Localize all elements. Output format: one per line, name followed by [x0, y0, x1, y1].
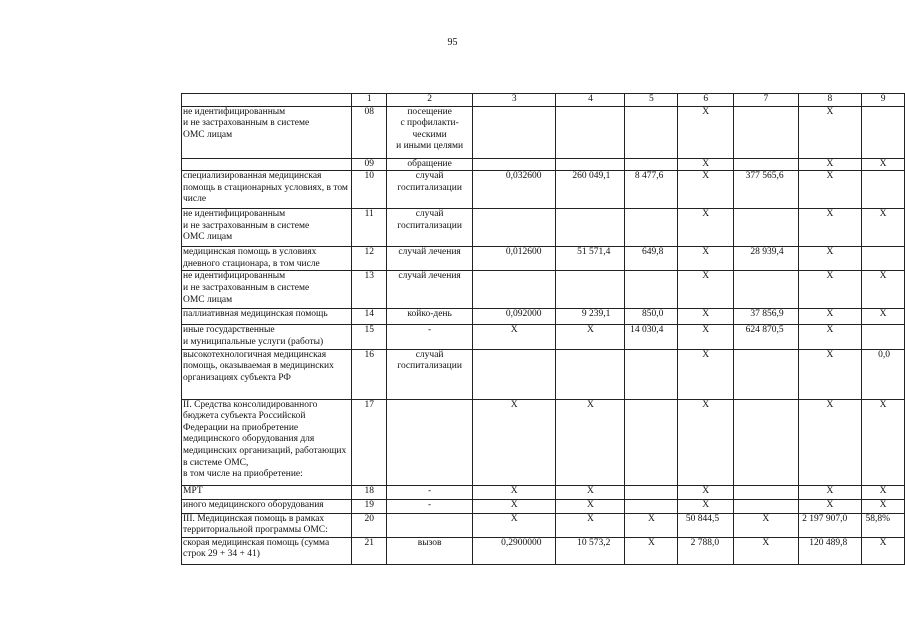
table-cell [472, 209, 556, 247]
table-cell: Х [556, 399, 625, 485]
table-cell: Х [798, 106, 862, 158]
table-cell: 14 030,4 [625, 325, 678, 349]
table-cell: 120 489,8 [798, 537, 862, 564]
table-cell: 28 939,4 [734, 247, 799, 271]
table-cell [625, 271, 678, 309]
header-cell-empty [182, 94, 352, 107]
table-cell: 649,8 [625, 247, 678, 271]
row-unit: койко-день [387, 309, 473, 325]
table-cell [734, 209, 799, 247]
table-cell: Х [678, 106, 734, 158]
table-cell: Х [862, 499, 905, 513]
table-cell: 850,0 [625, 309, 678, 325]
table-cell [556, 349, 625, 399]
row-unit: случай лечения [387, 247, 473, 271]
table-cell [734, 349, 799, 399]
table-cell: Х [472, 485, 556, 499]
table-cell: 0,092000 [472, 309, 556, 325]
table-cell: Х [734, 537, 799, 564]
row-unit: посещение с профилакти- ческими и иными целями [387, 106, 473, 158]
table-cell: 10 573,2 [556, 537, 625, 564]
row-unit: случай лечения [387, 271, 473, 309]
row-code: 09 [352, 158, 387, 171]
table-cell: Х [862, 485, 905, 499]
table-row [182, 537, 905, 564]
table-row [182, 171, 905, 209]
page-number: 95 [447, 37, 458, 48]
table-cell [625, 158, 678, 171]
table-cell: Х [798, 158, 862, 171]
row-code: 18 [352, 485, 387, 499]
table-cell [734, 271, 799, 309]
table-cell [625, 485, 678, 499]
header-cell: 6 [678, 94, 734, 107]
table-cell: Х [798, 247, 862, 271]
table-cell [862, 171, 905, 209]
table-cell: 260 049,1 [556, 171, 625, 209]
table-cell [556, 106, 625, 158]
row-code: 21 [352, 537, 387, 564]
table-cell: Х [678, 499, 734, 513]
row-code: 19 [352, 499, 387, 513]
table-cell: Х [472, 499, 556, 513]
table-cell: Х [678, 158, 734, 171]
table-row [182, 499, 905, 513]
table-cell: Х [862, 537, 905, 564]
table-cell [472, 158, 556, 171]
table-cell [556, 158, 625, 171]
table-cell: Х [798, 309, 862, 325]
table-row [182, 209, 905, 247]
table-cell [556, 209, 625, 247]
table-cell: Х [472, 513, 556, 537]
table-row [182, 106, 905, 158]
table-cell: Х [556, 325, 625, 349]
row-code: 14 [352, 309, 387, 325]
table-cell: Х [678, 271, 734, 309]
table-cell: 0,032600 [472, 171, 556, 209]
table-cell: Х [678, 325, 734, 349]
row-code: 08 [352, 106, 387, 158]
table-cell: Х [625, 537, 678, 564]
header-cell: 4 [556, 94, 625, 107]
row-code: 12 [352, 247, 387, 271]
table-cell: Х [862, 309, 905, 325]
table-row [182, 158, 905, 171]
row-unit [387, 399, 473, 485]
header-cell: 9 [862, 94, 905, 107]
table-cell: 50 844,5 [678, 513, 734, 537]
table-cell: Х [798, 399, 862, 485]
table-cell [734, 106, 799, 158]
row-description: скорая медицинская помощь (сумма строк 29 + 34 + 41) [182, 537, 352, 564]
row-description: III. Медицинская помощь в рамках территориальной программы ОМС: [182, 513, 352, 537]
table-row [182, 513, 905, 537]
table-cell [734, 485, 799, 499]
header-cell: 3 [472, 94, 556, 107]
table-cell: 624 870,5 [734, 325, 799, 349]
table-cell: Х [556, 485, 625, 499]
header-row [182, 94, 905, 107]
table-cell [862, 106, 905, 158]
table-cell: 8 477,6 [625, 171, 678, 209]
table-row [182, 309, 905, 325]
row-description: паллиативная медицинская помощь [182, 309, 352, 325]
row-description: МРТ [182, 485, 352, 499]
row-unit: - [387, 325, 473, 349]
table-row [182, 349, 905, 399]
row-unit [387, 513, 473, 537]
table-row [182, 485, 905, 499]
table-cell: Х [678, 399, 734, 485]
table-cell [625, 349, 678, 399]
table-cell [472, 106, 556, 158]
table-cell: 0,0 [862, 349, 905, 399]
row-code: 16 [352, 349, 387, 399]
table-cell: 37 856,9 [734, 309, 799, 325]
table-cell [472, 349, 556, 399]
table-cell [625, 399, 678, 485]
table-cell: 9 239,1 [556, 309, 625, 325]
table-cell: Х [678, 485, 734, 499]
table-cell: 2 788,0 [678, 537, 734, 564]
table-cell: Х [678, 171, 734, 209]
row-unit: - [387, 485, 473, 499]
table-cell: Х [798, 271, 862, 309]
table-cell: Х [734, 513, 799, 537]
row-unit: случай госпитализации [387, 349, 473, 399]
table-cell [862, 325, 905, 349]
table-cell: Х [678, 247, 734, 271]
header-cell: 5 [625, 94, 678, 107]
row-description [182, 158, 352, 171]
table-cell: Х [556, 513, 625, 537]
table-cell: Х [472, 399, 556, 485]
row-description: высокотехнологичная медицинская помощь, оказываемая в медицинских организациях субъекта РФ [182, 349, 352, 399]
header-cell: 7 [734, 94, 799, 107]
table-cell: Х [472, 325, 556, 349]
row-unit: - [387, 499, 473, 513]
table-cell: 0,2900000 [472, 537, 556, 564]
table-cell [472, 271, 556, 309]
table-row [182, 271, 905, 309]
data-table [181, 93, 905, 565]
table-cell: 51 571,4 [556, 247, 625, 271]
table-row [182, 247, 905, 271]
row-description: II. Средства консолидированного бюджета субъекта Российской Федерации на приобретение медицинского оборудования для медицинских организаций, работающих в системе ОМС, в том числе на приобретение: [182, 399, 352, 485]
row-code: 11 [352, 209, 387, 247]
table-cell [734, 499, 799, 513]
table-cell: Х [678, 309, 734, 325]
table-cell [734, 158, 799, 171]
row-code: 20 [352, 513, 387, 537]
row-description: специализированная медицинская помощь в стационарных условиях, в том числе [182, 171, 352, 209]
table-cell: Х [862, 271, 905, 309]
table-cell: Х [862, 158, 905, 171]
table-cell: Х [678, 209, 734, 247]
row-description: иного медицинского оборудования [182, 499, 352, 513]
row-unit: обращение [387, 158, 473, 171]
table-cell: Х [556, 499, 625, 513]
table-cell [625, 106, 678, 158]
row-code: 15 [352, 325, 387, 349]
table-cell: Х [798, 485, 862, 499]
row-description: медицинская помощь в условиях дневного стационара, в том числе [182, 247, 352, 271]
table-cell: Х [798, 499, 862, 513]
table-cell: 2 197 907,0 [798, 513, 862, 537]
table-cell: Х [862, 399, 905, 485]
row-description: иные государственные и муниципальные услуги (работы) [182, 325, 352, 349]
row-code: 17 [352, 399, 387, 485]
table-row [182, 325, 905, 349]
table-cell [625, 209, 678, 247]
table-cell: Х [678, 349, 734, 399]
table-cell: Х [798, 325, 862, 349]
row-description: не идентифицированным и не застрахованным в системе ОМС лицам [182, 106, 352, 158]
row-unit: случай госпитализации [387, 209, 473, 247]
table-cell: 0,012600 [472, 247, 556, 271]
header-cell: 8 [798, 94, 862, 107]
row-description: не идентифицированным и не застрахованным в системе ОМС лицам [182, 271, 352, 309]
row-unit: вызов [387, 537, 473, 564]
table-cell: Х [798, 171, 862, 209]
row-code: 13 [352, 271, 387, 309]
header-cell: 2 [387, 94, 473, 107]
table-cell: Х [798, 209, 862, 247]
table-cell: 58,8% [862, 513, 905, 537]
table-cell [862, 247, 905, 271]
table-cell: Х [798, 349, 862, 399]
row-code: 10 [352, 171, 387, 209]
table-cell [556, 271, 625, 309]
table-cell: Х [625, 513, 678, 537]
table-row [182, 399, 905, 485]
header-cell: 1 [352, 94, 387, 107]
table-cell [625, 499, 678, 513]
table-cell: 377 565,6 [734, 171, 799, 209]
row-description: не идентифицированным и не застрахованным в системе ОМС лицам [182, 209, 352, 247]
row-unit: случай госпитализации [387, 171, 473, 209]
table-cell [734, 399, 799, 485]
table-cell: Х [862, 209, 905, 247]
